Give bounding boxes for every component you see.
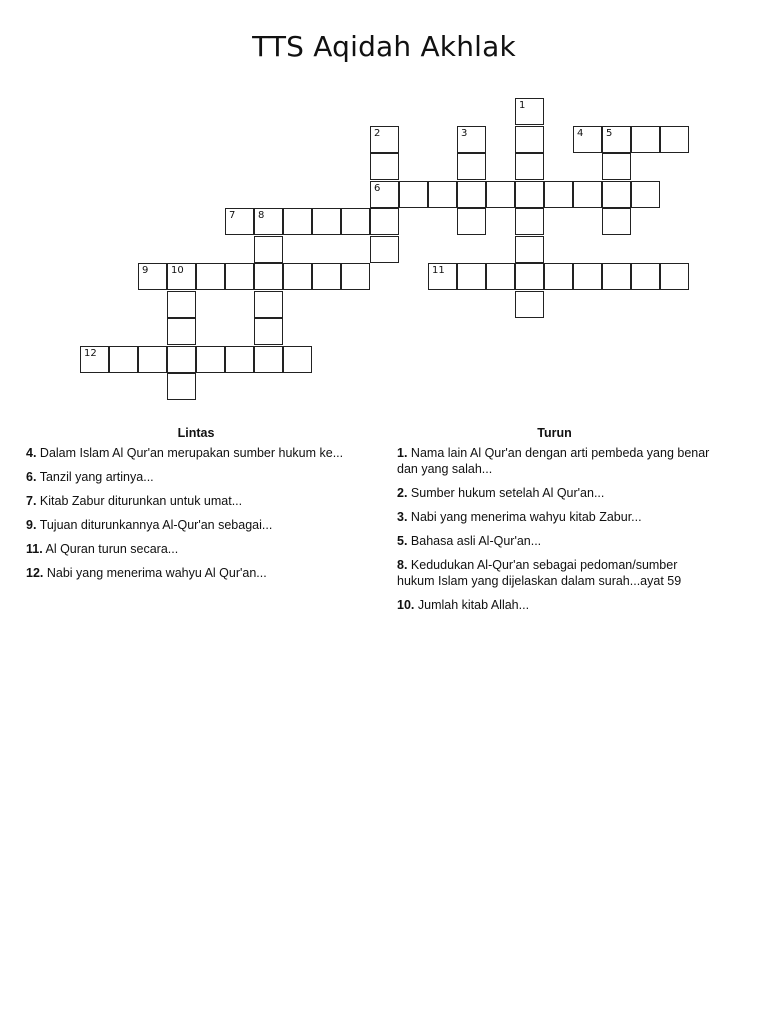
crossword-cell[interactable] (631, 126, 660, 153)
crossword-cell[interactable] (515, 291, 544, 318)
clue-item (397, 509, 712, 525)
crossword-cell[interactable] (515, 208, 544, 235)
crossword-cell[interactable] (428, 263, 457, 290)
crossword-cell[interactable] (399, 181, 428, 208)
clue-text: Tanzil yang artinya... (39, 470, 154, 484)
clue-item (397, 597, 712, 613)
clue-item (26, 469, 366, 485)
crossword-cell[interactable] (573, 126, 602, 153)
clue-item (26, 517, 366, 533)
crossword-cell[interactable] (457, 153, 486, 180)
across-clue-list (26, 445, 366, 581)
crossword-cell[interactable] (602, 208, 631, 235)
crossword-cell[interactable] (109, 346, 138, 373)
crossword-cell[interactable] (544, 181, 573, 208)
cell-number: 6 (374, 182, 381, 194)
crossword-cell[interactable] (225, 346, 254, 373)
down-heading: Turun (537, 426, 572, 440)
clue-number: 3. (397, 510, 408, 524)
clue-text: Tujuan diturunkannya Al-Qur'an sebagai... (39, 518, 273, 532)
crossword-cell[interactable] (544, 263, 573, 290)
clue-item (26, 445, 366, 461)
crossword-cell[interactable] (312, 263, 341, 290)
cell-number: 1 (519, 100, 526, 111)
crossword-cell[interactable] (602, 263, 631, 290)
crossword-cell[interactable] (167, 373, 196, 400)
crossword-cell[interactable] (254, 291, 283, 318)
crossword-cell[interactable] (573, 263, 602, 290)
crossword-cell[interactable] (370, 208, 399, 235)
crossword-cell[interactable] (515, 236, 544, 263)
crossword-cell[interactable] (602, 153, 631, 180)
cell-number: 12 (84, 347, 97, 359)
clue-text: Al Quran turun secara... (45, 542, 179, 556)
crossword-cell[interactable] (254, 263, 283, 290)
down-clues (397, 425, 712, 621)
crossword-cell[interactable] (457, 263, 486, 290)
crossword-cell[interactable] (138, 346, 167, 373)
crossword-cell[interactable] (167, 346, 196, 373)
crossword-cell[interactable] (254, 318, 283, 345)
crossword-cell[interactable] (515, 126, 544, 153)
crossword-cell[interactable] (486, 181, 515, 208)
clue-number: 4. (26, 446, 37, 460)
clue-text: Dalam Islam Al Qur'an merupakan sumber hukum ke... (39, 446, 344, 460)
crossword-cell[interactable] (167, 291, 196, 318)
crossword-cell[interactable] (515, 153, 544, 180)
down-clue-list (397, 445, 712, 613)
crossword-cell[interactable] (428, 181, 457, 208)
crossword-cell[interactable] (660, 263, 689, 290)
crossword-cell[interactable] (283, 208, 312, 235)
crossword-cell[interactable] (602, 126, 631, 153)
clue-text: Kitab Zabur diturunkan untuk umat... (39, 494, 243, 508)
clue-text: Sumber hukum setelah Al Qur'an... (410, 486, 605, 500)
crossword-cell[interactable] (341, 208, 370, 235)
crossword-cell[interactable] (167, 263, 196, 290)
crossword-cell[interactable] (515, 98, 544, 125)
clue-text: Nabi yang menerima wahyu kitab Zabur... (410, 510, 642, 524)
crossword-cell[interactable] (457, 126, 486, 153)
clue-number: 1. (397, 446, 408, 460)
crossword-cell[interactable] (254, 346, 283, 373)
clue-number: 9. (26, 518, 37, 532)
clue-item (397, 557, 712, 589)
clue-number: 5. (397, 534, 408, 548)
across-heading: Lintas (177, 426, 215, 440)
clue-number: 8. (397, 558, 408, 572)
crossword-cell[interactable] (486, 263, 515, 290)
crossword-cell[interactable] (283, 263, 312, 290)
clue-text: Nama lain Al Qur'an dengan arti pembeda yang benar dan yang salah... (397, 446, 710, 476)
crossword-cell[interactable] (660, 126, 689, 153)
crossword-cell[interactable] (631, 263, 660, 290)
clue-text: Kedudukan Al-Qur'an sebagai pedoman/sumber hukum Islam yang dijelaskan dalam surah...ayat 59 (397, 558, 682, 588)
cell-number: 5 (606, 127, 613, 139)
clue-text: Jumlah kitab Allah... (417, 598, 530, 612)
cell-number: 4 (577, 127, 584, 139)
cell-number: 11 (432, 265, 445, 276)
clue-item (26, 541, 366, 557)
clue-number: 11. (26, 542, 43, 556)
clue-item (26, 493, 366, 509)
crossword-cell[interactable] (312, 208, 341, 235)
crossword-cell[interactable] (254, 236, 283, 263)
cell-number: 8 (258, 210, 265, 221)
crossword-cell[interactable] (196, 346, 225, 373)
crossword-cell[interactable] (370, 236, 399, 263)
crossword-cell[interactable] (196, 263, 225, 290)
crossword-cell[interactable] (80, 346, 109, 373)
crossword-cell[interactable] (457, 208, 486, 235)
crossword-cell[interactable] (341, 263, 370, 290)
crossword-cell[interactable] (515, 263, 544, 290)
clue-number: 12. (26, 566, 44, 580)
crossword-grid (0, 0, 768, 420)
clue-text: Bahasa asli Al-Qur'an... (410, 534, 542, 548)
clue-item (397, 445, 712, 477)
cell-number: 9 (142, 265, 149, 276)
clue-item (397, 533, 712, 549)
crossword-cell[interactable] (254, 208, 283, 235)
crossword-cell[interactable] (515, 181, 544, 208)
clue-item (397, 485, 712, 501)
crossword-cell[interactable] (167, 318, 196, 345)
page-title: TTS Aqidah Akhlak (252, 30, 516, 63)
crossword-cell[interactable] (225, 263, 254, 290)
crossword-cell[interactable] (602, 181, 631, 208)
cell-number: 2 (374, 127, 381, 139)
across-clues (26, 425, 366, 589)
crossword-cell[interactable] (225, 208, 254, 235)
crossword-cell[interactable] (138, 263, 167, 290)
crossword-cell[interactable] (370, 126, 399, 153)
cell-number: 7 (229, 210, 236, 221)
cell-number: 10 (171, 265, 184, 276)
clue-number: 2. (397, 486, 408, 500)
clue-number: 10. (397, 598, 415, 612)
cell-number: 3 (461, 127, 468, 139)
crossword-cell[interactable] (370, 181, 399, 208)
crossword-cell[interactable] (631, 181, 660, 208)
clue-text: Nabi yang menerima wahyu Al Qur'an... (46, 566, 267, 580)
crossword-cell[interactable] (283, 346, 312, 373)
clue-number: 7. (26, 494, 37, 508)
crossword-cell[interactable] (573, 181, 602, 208)
clue-item (26, 565, 366, 581)
crossword-cell[interactable] (370, 153, 399, 180)
crossword-cell[interactable] (457, 181, 486, 208)
clue-number: 6. (26, 470, 37, 484)
